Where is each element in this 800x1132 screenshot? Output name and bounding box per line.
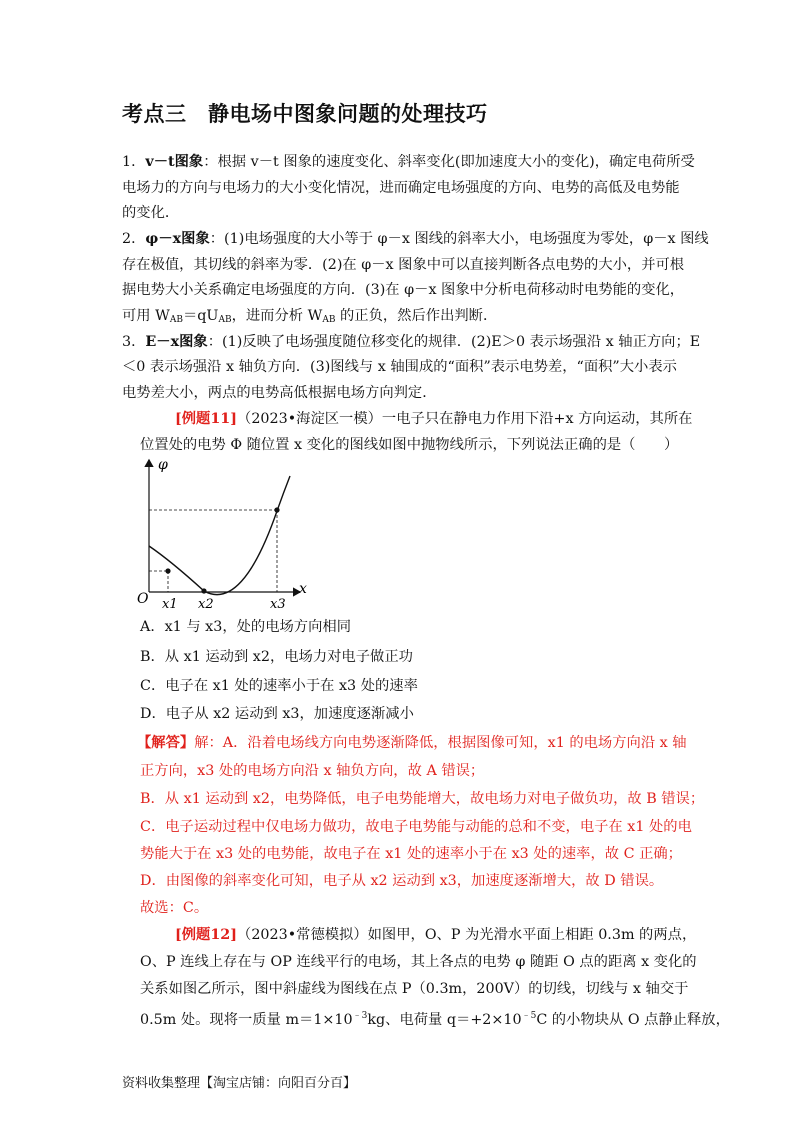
origin-label: O bbox=[137, 591, 149, 607]
p2-line-3: 据电势大小关系确定电场强度的方向．(3)在 φ－x 图象中分析电荷移动时电势能的变化， bbox=[122, 282, 685, 298]
p3-text: ：(1)反映了电场强度随位移变化的规律．(2)E＞0 表示场强沿 x 轴正方向；E bbox=[207, 334, 701, 350]
ex12-tag: [例题12] bbox=[175, 927, 238, 943]
p3-number: 3． bbox=[122, 334, 146, 350]
ex12-line-1 bbox=[175, 925, 696, 945]
p3-line-3: 电势差大小，两点的电势高低根据电场方向判定． bbox=[122, 385, 437, 401]
ex12-l4-a: 0.5m 处。现将一质量 m＝1×10 bbox=[140, 1012, 353, 1028]
answer-line-2: 正方向，x3 处的电场方向沿 x 轴负方向，故 A 错误； bbox=[140, 763, 485, 779]
option-c: C．电子在 x1 处的速率小于在 x3 处的速率 bbox=[140, 678, 418, 694]
p1-line-3: 的变化． bbox=[122, 205, 180, 221]
ex12-l4-sup1: ﹣3 bbox=[352, 1011, 368, 1021]
p2-line-2: 存在极值，其切线的斜率为零．(2)在 φ－x 图象中可以直接判断各点电势的大小，并可根 bbox=[122, 257, 685, 273]
option-b: B．从 x1 运动到 x2，电场力对电子做正功 bbox=[140, 649, 413, 665]
answer-line-4: C．电子运动过程中仅电场力做功，故电子电势能与动能的总和不变，电子在 x1 处的电 bbox=[140, 819, 692, 835]
p2-l4-sub3: AB bbox=[322, 315, 336, 325]
p2-text: ：(1)电场强度的大小等于 φ－x 图线的斜率大小，电场强度为零处，φ－x 图线 bbox=[209, 231, 709, 247]
p1-heading: v－t图象 bbox=[145, 154, 204, 170]
p3-line-2: ＜0 表示场强沿 x 轴负方向．(3)图线与 x 轴围成的“面积”表示电势差，“面积”大小表示 bbox=[122, 359, 677, 375]
ex11-tag: [例题11] bbox=[175, 411, 238, 427]
parabola-curve bbox=[149, 476, 290, 595]
p1-line-1 bbox=[122, 152, 695, 172]
footer: 资料收集整理【淘宝店铺：向阳百分百】 bbox=[122, 1076, 357, 1091]
ex11-line-1 bbox=[175, 409, 692, 429]
point-x3 bbox=[274, 507, 279, 512]
y-axis-label: φ bbox=[158, 457, 168, 473]
option-d: D．电子从 x2 运动到 x3，加速度逐渐减小 bbox=[140, 706, 414, 722]
p3-line-1 bbox=[122, 332, 700, 352]
ex12-line-2: O、P 连线上存在与 OP 连线平行的电场，其上各点的电势 φ 随距 O 点的距离 x 变化的 bbox=[140, 954, 697, 970]
point-x1 bbox=[165, 568, 170, 573]
p1-number: 1． bbox=[122, 154, 146, 170]
x-axis-label: x bbox=[299, 581, 307, 597]
answer-text: 解：A．沿着电场线方向电势逐渐降低，根据图像可知，x1 的电场方向沿 x 轴 bbox=[194, 735, 687, 751]
ex12-l4-b: kg、电荷量 q＝+2×10 bbox=[367, 1012, 522, 1028]
p2-number: 2． bbox=[122, 231, 146, 247]
ex12-line-4 bbox=[140, 1006, 730, 1030]
ex11-line-2: 位置处的电势 Φ 随位置 x 变化的图线如图中抛物线所示，下列说法正确的是（ ） bbox=[140, 437, 679, 453]
answer-line-7: 故选：C。 bbox=[140, 900, 209, 916]
ex11-text: （2023•海淀区一模）一电子只在静电力作用下沿+x 方向运动，其所在 bbox=[237, 411, 693, 427]
page-title: 考点三 静电场中图象问题的处理技巧 bbox=[122, 102, 488, 126]
p2-l4-a: 可用 W bbox=[122, 308, 170, 324]
ex12-l4-sup2: ﹣5 bbox=[521, 1011, 537, 1021]
x2-label: x2 bbox=[198, 597, 214, 612]
x3-label: x3 bbox=[270, 597, 286, 612]
answer-line-1 bbox=[137, 733, 687, 753]
x1-label: x1 bbox=[162, 597, 178, 612]
p2-l4-sub1: AB bbox=[169, 315, 183, 325]
p2-line-1 bbox=[122, 229, 709, 249]
answer-line-6: D．由图像的斜率变化可知，电子从 x2 运动到 x3，加速度逐渐增大，故 D 错误。 bbox=[140, 873, 664, 889]
phi-x-graph bbox=[130, 452, 320, 612]
p2-line-4 bbox=[122, 306, 497, 330]
option-a: A．x1 与 x3，处的电场方向相同 bbox=[140, 619, 351, 635]
answer-line-3: B．从 x1 运动到 x2，电势降低，电子电势能增大，故电场力对电子做负功，故 B 错误； bbox=[140, 791, 705, 807]
p1-line-2: 电场力的方向与电场力的大小变化情况，进而确定电场强度的方向、电势的高低及电势能 bbox=[122, 180, 680, 196]
p2-heading: φ－x图象 bbox=[145, 231, 210, 247]
p3-heading: E－x图象 bbox=[145, 334, 208, 350]
answer-line-5: 势能大于在 x3 处的电势能，故电子在 x1 处的速率小于在 x3 处的速率，故 C 正确； bbox=[140, 846, 682, 862]
answer-tag: 【解答】 bbox=[137, 735, 195, 751]
p1-text: ：根据 v－t 图象的速度变化、斜率变化(即加速度大小的变化)，确定电荷所受 bbox=[203, 154, 695, 170]
ex12-line-3: 关系如图乙所示，图中斜虚线为图线在点 P（0.3m，200V）的切线，切线与 x 轴交于 bbox=[140, 981, 689, 997]
point-x2 bbox=[201, 588, 206, 593]
p2-l4-c: ，进而分析 W bbox=[231, 308, 323, 324]
p2-l4-d: 的正负，然后作出判断． bbox=[335, 308, 498, 324]
ex12-l4-c: C 的小物块从 O 点静止释放， bbox=[536, 1012, 730, 1028]
p2-l4-sub2: AB bbox=[218, 315, 232, 325]
ex12-text: （2023•常德模拟）如图甲，O、P 为光滑水平面上相距 0.3m 的两点， bbox=[237, 927, 697, 943]
p2-l4-b: ＝qU bbox=[182, 308, 219, 324]
